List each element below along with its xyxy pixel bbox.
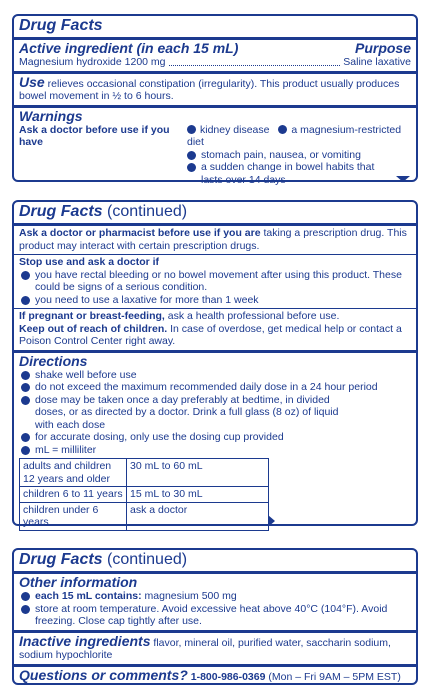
condition-item-row [185,161,395,186]
bullet-icon [187,125,196,134]
age-group-cell: adults and children 12 years and older [20,459,127,487]
bullet-icon [21,433,30,442]
bullet-icon [278,125,287,134]
purpose-value: Saline laxative [343,56,411,68]
direction-item: mL = milliliter [35,443,97,456]
hours-text: (Mon – Fri 9AM – 5PM EST) [265,670,401,683]
directions-section [14,350,416,535]
drug-facts-header [14,16,416,37]
other-item-row [19,590,411,603]
stop-item: you have rectal bleeding or no bowel movement after using this product. These could be signs of a serious condition. [35,268,402,293]
dot-leader [169,65,341,66]
panel-title: Drug Facts [19,203,103,220]
other-item-text: store at room temperature. Avoid excessive heat above 40°C (104°F). Avoid freezing. Close cap tightly after use. [35,602,388,627]
drug-facts-header [14,202,416,223]
direction-item-row [19,431,411,444]
active-ingredient-heading: Active ingredient (in each 15 mL) [19,40,239,56]
bullet-icon [21,396,30,405]
use-text: relieves occasional constipation (irregularity). This product usually produces bowel movement in ½ to 6 hours. [19,77,400,102]
phone-number: 1-800-986-0369 [187,670,266,683]
stop-use-section [14,254,416,308]
condition-item: stomach pain, nausea, or vomiting [201,148,361,161]
stop-use-heading: Stop use and ask a doctor if [19,256,160,268]
other-information-section [14,571,416,630]
stop-item: you need to use a laxative for more than 1 week [35,293,259,306]
drug-facts-panel-1 [12,14,418,186]
ingredient-name: Magnesium hydroxide 1200 mg [19,56,166,68]
direction-item: dose may be taken once a day preferably at bedtime, in divided doses, or as directed by a doctor. Drink a full glass (8 oz) of liquid with each dose [35,393,339,431]
ask-doctor-label: Ask a doctor before use if you have [19,123,170,148]
other-information-heading: Other information [19,574,138,590]
stop-item-row [19,294,411,307]
direction-item-row [19,369,411,382]
keep-out-text: In case of overdose, get medical help or contact a Poison Control Center right away. [19,322,402,347]
other-item-label: each 15 mL contains: [35,590,142,602]
dose-cell: 15 mL to 30 mL [127,487,269,503]
questions-heading: Questions or comments? [19,666,188,683]
continued-label: (continued) [102,203,188,220]
pregnancy-section [14,308,416,350]
use-section [14,71,416,105]
table-row [20,502,269,530]
active-ingredient-section [14,37,416,71]
other-item-row [19,603,411,628]
dosage-table [19,458,269,531]
direction-item-row [19,394,349,432]
condition-row [187,124,411,149]
warnings-heading: Warnings [19,107,83,124]
questions-section [14,664,416,686]
direction-item: for accurate dosing, only use the dosing cup provided [35,431,284,443]
bullet-icon [21,592,30,601]
pregnancy-label: If pregnant or breast-feeding, [19,310,165,322]
dose-cell: 30 mL to 60 mL [127,459,269,487]
use-heading: Use [19,73,45,90]
other-item-text: magnesium 500 mg [141,590,237,602]
direction-item: do not exceed the maximum recommended daily dose in a 24 hour period [35,381,378,393]
continued-label: (continued) [102,551,188,568]
drug-facts-panel-3 [12,548,418,685]
inactive-ingredients-heading: Inactive ingredients [19,632,151,649]
bullet-icon [21,605,30,614]
condition-item: a sudden change in bowel habits that lasts over 14 days [201,161,375,186]
age-group-cell: children under 6 years [20,502,127,530]
bullet-icon [21,271,30,280]
condition-item-row [185,149,411,162]
table-row [20,459,269,487]
bullet-icon [21,296,30,305]
inactive-ingredients-section [14,630,416,664]
continue-arrow-icon [268,515,275,527]
ask-pharmacist-label: Ask a doctor or pharmacist before use if you are [19,227,261,239]
panel-title: Drug Facts [19,551,103,568]
condition-item: a magnesium-restricted diet [187,123,402,148]
dose-cell: ask a doctor [127,502,269,530]
bullet-icon [21,383,30,392]
condition-item: kidney disease [200,123,270,136]
inactive-ingredients-text: flavor, mineral oil, purified water, saccharin sodium, sodium hypochlorite [19,636,391,661]
bullet-icon [187,163,196,172]
panel-title: Drug Facts [19,17,103,34]
direction-item-row [19,381,411,394]
continue-arrow-icon [396,176,410,182]
direction-item: shake well before use [35,368,137,381]
bullet-icon [21,371,30,380]
drug-facts-header [14,550,416,571]
pregnancy-text: ask a health professional before use. [164,310,340,322]
ask-pharmacist-text: taking a prescription drug. This product may interact with certain prescription drugs. [19,227,407,252]
ask-pharmacist-section [14,223,416,254]
purpose-heading: Purpose [354,40,411,56]
keep-out-label: Keep out of reach of children. [19,322,168,335]
stop-item-row [19,269,411,294]
warnings-section [14,105,416,189]
table-row [20,487,269,503]
direction-item-row [19,444,411,457]
drug-facts-panel-2 [12,200,418,526]
bullet-icon [187,151,196,160]
age-group-cell: children 6 to 11 years [20,487,127,503]
bullet-icon [21,446,30,455]
directions-heading: Directions [19,352,88,369]
